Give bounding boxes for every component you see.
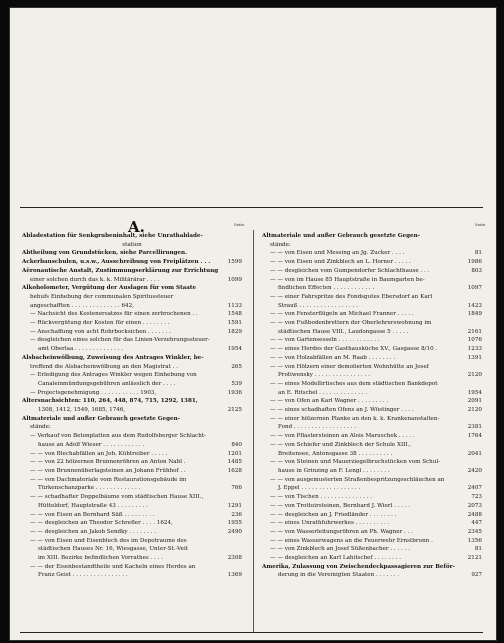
page-number: 236 — [231, 511, 242, 518]
page-number: 1391 — [467, 354, 482, 361]
page-number: 81 — [474, 546, 482, 553]
index-entry — [262, 484, 482, 493]
entry-text: — — von Zinkblech an Josef Süßenbacher . . . . . . — [270, 546, 410, 553]
entry-text: — — eines Modellirtisches aus dem städtischen Bankdepot — [270, 380, 438, 387]
entry-text: 1308, 1412, 1549, 1685, 1746, — [38, 407, 126, 414]
entry-text: — — von Eisen und Messing an Jg. Zucker . . . . — [270, 250, 405, 257]
page-number: 1097 — [467, 285, 482, 292]
index-entry — [22, 249, 242, 258]
page-number: 81 — [474, 250, 482, 257]
seite-label-right: Seite — [475, 222, 486, 227]
entry-text: amt Oberlaa . . . . . . . . . . . . . . — [38, 346, 124, 353]
entry-text: städtischen Hause VIII., Laudongasse 5 . . . . . — [278, 328, 409, 335]
entry-text: einer solchen durch das k. k. Militärärar . . . . — [30, 276, 160, 283]
entry-text: Abladestation für Senkgrubeninhalt, siehe Unrathablade- — [22, 233, 203, 239]
page-number: 1291 — [227, 502, 242, 509]
entry-text: Altmateriale und außer Gebrauch gesetzte Gegen- — [22, 415, 180, 422]
column-divider — [253, 230, 254, 633]
index-entry — [262, 476, 482, 485]
index-entry — [262, 336, 482, 345]
entry-text: — — von Blechabfällen an Joh. Kühtreiber . . . . . — [30, 450, 168, 457]
index-entry — [22, 415, 242, 424]
entry-text: Amerika, Zulassung von Zwischendeckpassagieren zur Beför- — [262, 563, 455, 570]
entry-text: angeschafften . . . . . . . . . . . . . . 642, — [30, 302, 134, 309]
index-entry — [22, 519, 242, 528]
index-entry — [22, 354, 242, 363]
index-entry — [262, 493, 482, 502]
page-number: 2041 — [467, 450, 482, 457]
index-entry — [22, 345, 242, 354]
entry-text: findlichen Effecten . . . . . . . . . . . . — [278, 285, 375, 292]
index-entry — [22, 493, 242, 502]
index-entry — [262, 284, 482, 293]
entry-text: — — desgleichen an Jakob Sendky . . . . . . . . — [30, 528, 157, 535]
index-entry — [262, 537, 482, 546]
entry-text: — — von Steinen und Mauerziegelbruchstücken vom Schul- — [270, 459, 441, 466]
entry-text: — — einer hölzernen Planke an den k. k. Krankenanstalten- — [270, 415, 440, 422]
page-number: 1628 — [227, 467, 242, 474]
page-number: 2488 — [467, 511, 482, 518]
entry-text: — — von Pflastersteinen an Alois Maruschek . . . . . — [270, 433, 415, 440]
index-entry — [262, 319, 482, 328]
index-entry — [22, 232, 242, 241]
page-number: 1591 — [227, 320, 242, 327]
entry-text: — — von Eisen und Eisenblech des im Depotraume des — [30, 537, 187, 544]
entry-text: — Erledigung des Antrages Winkler wegen Einhebung von — [30, 372, 197, 379]
entry-text: hause an Adolf Wieser . . . . . . . . . . . . — [38, 441, 145, 448]
entry-text: Abtheilung von Grundstücken, siehe Parcellirungen. — [22, 250, 188, 257]
entry-text: stände: — [30, 424, 51, 431]
entry-text: treffend die Alsbacheinwölbung an den Magistrat . . — [30, 363, 178, 370]
entry-text: derung in die Vereinigten Staaten . . . . . . . — [278, 572, 400, 579]
entry-text: Altersnachsichten: 110, 264, 448, 874, 715, 1292, 1381, — [22, 398, 198, 405]
page-number: 2345 — [467, 528, 482, 535]
index-entry — [262, 554, 482, 563]
page-number: 2091 — [467, 398, 482, 405]
index-entry — [22, 302, 242, 311]
page-number: 1599 — [227, 259, 242, 266]
page-number: 1764 — [467, 433, 482, 440]
index-entry — [22, 458, 242, 467]
entry-text: — — von Ofen an Karl Wagner . . . . . . . . . — [270, 398, 389, 405]
page-number: 927 — [471, 572, 482, 579]
index-entry — [262, 276, 482, 285]
page-number: 2407 — [467, 485, 482, 492]
entry-text: — — eines Unrathfuhrwerkes . . . . . . . . . . — [270, 520, 390, 527]
page-number: 2120 — [467, 372, 482, 379]
index-entry — [22, 528, 242, 537]
page-number: 1954 — [467, 389, 482, 396]
page-number: 2125 — [227, 407, 242, 414]
entry-text: — — von Fußbodenbrettern der Oberlehrerswohnung im — [270, 320, 432, 327]
entry-text: Protiwensky . . . . . . . . . . . . . . . . — [278, 372, 370, 379]
index-entry — [262, 467, 482, 476]
entry-text: an E. Ritschel . . . . . . . . . . . . . . — [278, 389, 368, 396]
index-entry — [22, 363, 242, 372]
page-number: 1829 — [227, 328, 242, 335]
index-entry — [22, 537, 242, 546]
index-entry — [22, 432, 242, 441]
entry-text: Breitensee, Antonsgasse 38 . . . . . . . . . . — [278, 450, 393, 457]
index-entry — [262, 511, 482, 520]
entry-text: — — desgleichen vom Gumpendorfer Schlachthause . . . — [270, 267, 430, 274]
index-entry — [262, 371, 482, 380]
page-number: 803 — [471, 267, 482, 274]
index-entry — [262, 519, 482, 528]
index-entry — [262, 302, 482, 311]
page-number: 1356 — [467, 537, 482, 544]
entry-text: stände: — [270, 241, 291, 248]
entry-text: — — von Wasserleitungsröhren an Ph. Wagner . . . — [270, 528, 413, 535]
entry-text: J. Eppel . . . . . . . . . . . . . . . . . — [278, 485, 361, 492]
index-entry — [22, 336, 242, 345]
index-entry — [22, 571, 242, 580]
index-entry — [262, 432, 482, 441]
left-column — [22, 232, 242, 580]
entry-text: hause in Grinzing an F. Lengl . . . . . . . . — [278, 467, 390, 474]
entry-text: — — von ausgemusterten Straßenbespritzungsschläuchen an — [270, 476, 445, 483]
index-entry — [262, 458, 482, 467]
right-column — [262, 232, 482, 580]
index-entry — [22, 371, 242, 380]
index-entry — [22, 450, 242, 459]
entry-text: — — eines Herdes der Gasthausküche XV., Gasgasse 8/10 . — [270, 346, 438, 353]
index-entry — [262, 389, 482, 398]
index-entry — [22, 276, 242, 285]
page-number: 2120 — [467, 407, 482, 414]
entry-text: Strauß . . . . . . . . . . . . . . . . . — [278, 302, 358, 309]
page-number: 1849 — [467, 311, 482, 318]
top-rule — [20, 207, 483, 208]
index-entry — [22, 476, 242, 485]
entry-text: Alsbacheinwölbung, Zuweisung des Antrages Winkler, be- — [22, 354, 204, 361]
entry-text: — — desgleichen an Karl Lahitschef . . . . . . . . — [270, 555, 401, 562]
page-number: 1133 — [227, 302, 242, 309]
index-entry — [22, 319, 242, 328]
page-number: 2420 — [467, 467, 482, 474]
entry-text: — Anschaffung von acht Rohrbocksichen . . . . . . . — [30, 328, 172, 335]
entry-text: Canaleinmündungsgebühren anlässlich der . . . . — [38, 380, 176, 387]
entry-text: Alkoholometer, Vergütung der Auslagen für vom Staate — [22, 285, 197, 292]
index-entry — [262, 354, 482, 363]
index-entry — [262, 441, 482, 450]
index-entry — [22, 511, 242, 520]
entry-text: — — von Gartensesseln . . . . . . . . . . . . — [270, 337, 380, 344]
entry-text: — — eines Wasserwagens an die Feuerwehr Ernstbrunn . — [270, 537, 433, 544]
entry-text: — Nachsicht des Kostenersatzes für einen zerbrochenen . . — [30, 311, 198, 318]
index-entry — [262, 571, 482, 580]
page-number: 2490 — [227, 528, 242, 535]
page-number: 1548 — [227, 311, 242, 318]
index-entry — [22, 441, 242, 450]
entry-text: — desgleichen eines solchen für das Linien-Verzehrungssteuer- — [30, 337, 210, 344]
page-number: 1099 — [227, 276, 242, 283]
page-number: 723 — [471, 494, 482, 501]
entry-text: — — von Eisen und Zinkblech an L. Horner . . . . . — [270, 259, 411, 266]
index-entry — [262, 415, 482, 424]
entry-text: Hütteldorf, Hauptstraße 43 . . . . . . . . . — [38, 502, 148, 509]
entry-text: — — von Brunnenüberlagsteinen an Johann Frühhof . . — [30, 467, 186, 474]
seite-label-left: Seite — [234, 222, 245, 227]
index-entry — [262, 423, 482, 432]
page-number: 265 — [231, 363, 242, 370]
index-entry — [22, 563, 242, 572]
index-entry — [262, 563, 482, 572]
bottom-rule — [20, 632, 483, 633]
entry-text: — — von Fensterflügeln an Michael Franner . . . . . — [270, 311, 414, 318]
section-letter: A. — [128, 218, 145, 236]
index-entry — [22, 267, 242, 276]
entry-text: — Rückvergütung der Kosten für einen . . . . . . . . — [30, 320, 170, 327]
entry-text: — — von Trottoirsteinen, Bernhard J. Wierl . . . . . — [270, 502, 411, 509]
entry-text: — — von Hölzern einer demolierten Wohnhütte an Josef — [270, 363, 429, 370]
page-number: 2121 — [467, 555, 482, 562]
entry-text: — — desgleichen an Theodor Schrefler . . . . 1624, — [30, 520, 173, 527]
index-entry — [262, 267, 482, 276]
page-number: 447 — [471, 520, 482, 527]
page-number: 2073 — [467, 502, 482, 509]
entry-text: station — [122, 241, 142, 248]
index-entry — [22, 328, 242, 337]
entry-text: — — von Schiefer und Zinkblech der Schule XIII., — [270, 441, 412, 448]
page-number: 1954 — [227, 346, 242, 353]
index-entry — [22, 389, 242, 398]
index-entry — [22, 380, 242, 389]
entry-text: Türkenschanzparke . . . . . . . . . . . . . — [38, 485, 141, 492]
index-entry — [262, 363, 482, 372]
index-entry — [22, 284, 242, 293]
page-number: 1201 — [227, 450, 242, 457]
entry-text: — Projectsgenehmigung . . . . . . . . . . . 1903, — [30, 389, 157, 396]
index-entry — [262, 232, 482, 241]
index-entry — [262, 450, 482, 459]
index-entry — [22, 310, 242, 319]
page-number: 1369 — [227, 572, 242, 579]
index-entry — [22, 406, 242, 415]
index-entry — [22, 293, 242, 302]
entry-text: — — desgleichen an J. Friedländer . . . . . . . . — [270, 511, 397, 518]
entry-text: — — von Eisen an Bernhard Süß . . . . . . . . . — [30, 511, 155, 518]
entry-text: Franz Geist . . . . . . . . . . . . . . . . — [38, 572, 128, 579]
entry-text: Fond . . . . . . . . . . . . . . . . . . — [278, 424, 357, 431]
index-entry — [22, 241, 242, 250]
page-number: 1986 — [467, 259, 482, 266]
index-entry — [262, 380, 482, 389]
entry-text: — — von Dachmateriale vom Restaurationsgebäude im — [30, 476, 187, 483]
index-entry — [262, 502, 482, 511]
entry-text: — — der Eisenbestandtheile und Kacheln eines Herdes an — [30, 563, 196, 570]
page-number: 2161 — [467, 328, 482, 335]
entry-text: — — von Holzabfällen an M. Raab . . . . . . . . — [270, 354, 396, 361]
entry-text: behufs Einhebung der communalen Spiritussteuer — [30, 293, 174, 300]
index-entry — [262, 545, 482, 554]
entry-text: — — eines schadhaften Ofens an J. Wüstinger . . . . — [270, 407, 414, 414]
page-number: 539 — [231, 380, 242, 387]
entry-text: — — von im Hause 85 Hauptstraße in Baumgarten be- — [270, 276, 425, 283]
page-number: 1955 — [227, 520, 242, 527]
index-entry — [262, 406, 482, 415]
index-entry — [262, 310, 482, 319]
index-entry — [22, 502, 242, 511]
index-entry — [22, 423, 242, 432]
index-entry — [262, 397, 482, 406]
index-entry — [262, 528, 482, 537]
page-number: 2381 — [467, 424, 482, 431]
index-entry — [22, 258, 242, 267]
index-entry — [262, 241, 482, 250]
page-number: 840 — [231, 441, 242, 448]
index-entry — [22, 545, 242, 554]
index-entry — [262, 293, 482, 302]
page-number: 1936 — [227, 389, 242, 396]
index-entry — [22, 554, 242, 563]
index-entry — [22, 467, 242, 476]
page-number: 1076 — [467, 337, 482, 344]
entry-text: — — einer Fahrspritze des Fondsgutes Ebersdorf an Karl — [270, 293, 433, 300]
entry-text: Ackerbauschulen, u.s.w., Ausschreibung von Freiplätzen . . . — [22, 259, 211, 266]
index-entry — [262, 345, 482, 354]
entry-text: Altmateriale und außer Gebrauch gesetzte Gegen- — [262, 233, 420, 239]
index-entry — [262, 328, 482, 337]
entry-text: — — von 22 hölzernen Brunnenröhren an Anton Nabl . — [30, 459, 186, 466]
entry-text: im XIII. Bezirke befindlichen Vorrathes . . . . — [38, 555, 163, 562]
index-entry — [22, 484, 242, 493]
index-entry — [22, 397, 242, 406]
index-entry — [262, 258, 482, 267]
page-number: 1485 — [227, 459, 242, 466]
document-page — [10, 8, 496, 640]
index-entry — [262, 249, 482, 258]
entry-text: Aëronautische Anstalt, Zustimmungserklärung zur Errichtung — [22, 267, 219, 274]
page-number: 766 — [231, 485, 242, 492]
entry-text: — — schadhafter Doppelbäume vom städtischen Hause XIII., — [30, 494, 204, 501]
page-number: 2308 — [227, 555, 242, 562]
entry-text: — — von Tischen . . . . . . . . . . . . . . . — [270, 494, 373, 501]
page-number: 1423 — [467, 302, 482, 309]
entry-text: städtischen Hauses Nr. 16, Wiesgasse, Unter-St.-Veit — [38, 546, 188, 553]
entry-text: — Verkauf von Betonplatten aus dem Rudolfsberger Schlacht- — [30, 433, 207, 440]
page-number: 1233 — [467, 346, 482, 353]
